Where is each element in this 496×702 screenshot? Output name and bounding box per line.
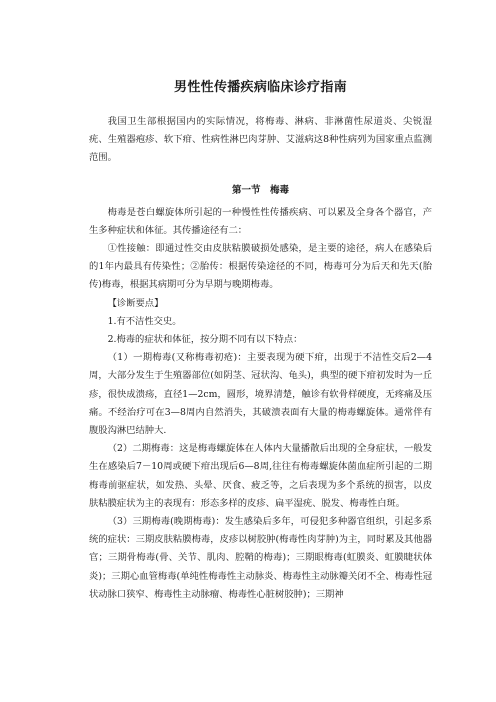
paragraph-stage-3: （3）三期梅毒(晚期梅毒)：发生感染后多年，可侵犯多种器官组织，引起多系统的症状：三期皮肤粘膜梅毒，皮疹以树胶肿(梅毒性肉芽肿)为主，同时累及其他器官；三期骨梅毒(骨、关节、肌肉、腔鞘的梅毒)；三期眼梅毒(虹膜炎、虹膜睫状体炎)；三期心血管梅毒(单纯性梅毒性主动脉炎、梅毒性主动脉瓣关闭不全、梅毒性冠状动脉口狭窄、梅毒性主动脉瘤、梅毒性心脏树胶肿)；三期神 bbox=[89, 516, 432, 600]
intro-paragraph: 我国卫生部根据国内的实际情况，将梅毒、淋病、非淋菌性尿道炎、尖锐湿疣、生殖器疱疹、软下疳、性病性淋巴肉芽肿、艾滋病这8种性病列为国家重点监测范围。 bbox=[89, 116, 432, 164]
section-title: 第一节 梅毒 bbox=[231, 184, 289, 196]
paragraph-stage-2: （2）二期梅毒：这是梅毒螺旋体在人体内大量播散后出现的全身症状，一般发生在感染后7－10周或硬下疳出现后6—8周,往往有梅毒螺旋体菌血症所引起的二期梅毒前驱症状，如发热、头晕、厌食、疲乏等，之后表现为多个系统的损害，以皮肤粘膜症状为主的表现有：形态多样的皮疹、扁平湿疣、脱发、梅毒性白斑。 bbox=[89, 443, 432, 509]
paragraph-point-2: 2.梅毒的症状和体征，按分期不同有以下特点： bbox=[107, 334, 303, 346]
paragraph-transmission: ①性接触：即通过性交由皮肤粘膜破损处感染，是主要的途径，病人在感染后的1年内最具有传染性；②胎传：根据传染途径的不同，梅毒可分为后天和先天(胎传)梅毒，根据其病期可分为早期与晚期梅毒。 bbox=[89, 243, 432, 291]
paragraph-diagnosis-heading: 【诊断要点】 bbox=[107, 297, 164, 309]
paragraph-stage-1: （1）一期梅毒(又称梅毒初疮)：主要表现为硬下疳，出现于不洁性交后2—4周，大部分发生于生殖器部位(如阴茎、冠状沟、龟头)，典型的硬下疳初发时为一丘疹，很快成溃疡，直径1—2cm，圆形，境界清楚，触诊有软骨样硬度，无疼痛及压痛。不经治疗可在3—8周内自然消失，其破溃表面有大量的梅毒螺旋体。通常伴有腹股沟淋巴结肿大. bbox=[89, 352, 432, 437]
paragraph-point-1: 1.有不洁性交史。 bbox=[107, 315, 182, 327]
document-title: 男性性传播疾病临床诊疗指南 bbox=[174, 80, 347, 95]
paragraph-definition: 梅毒是苍白螺旋体所引起的一种慢性性传播疾病、可以累及全身各个器官，产生多种症状和体征。其传播途径有二： bbox=[89, 206, 432, 236]
